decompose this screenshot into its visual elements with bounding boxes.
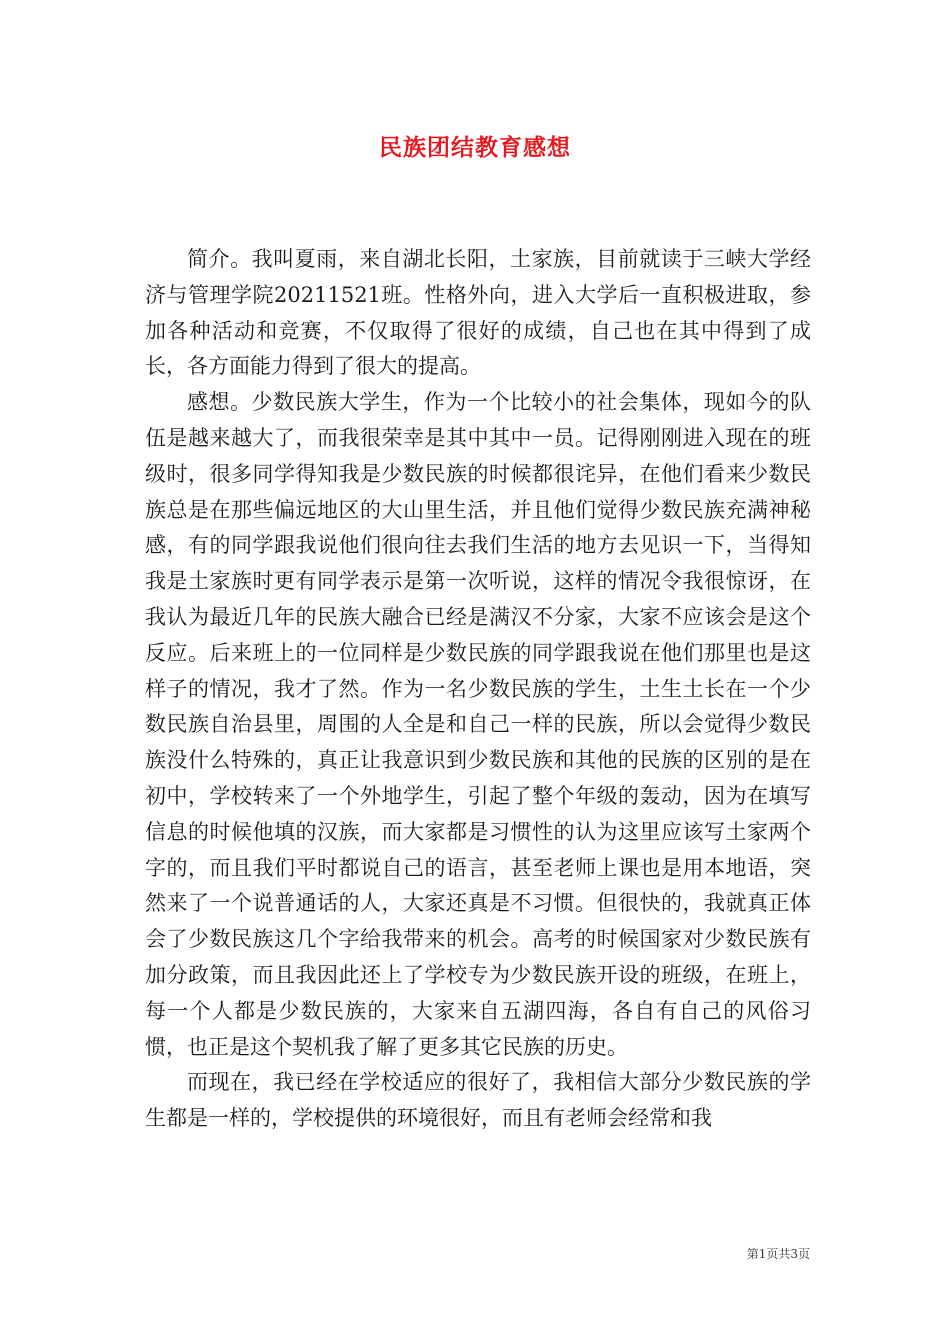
paragraph-introduction: 简介。我叫夏雨，来自湖北长阳，土家族，目前就读于三峡大学经济与管理学院20211521班。性格外向，进入大学后一直积极进取，参加各种活动和竞赛，不仅取得了很好的成绩，自己也在其中得到了成长，各方面能力得到了很大的提高。 bbox=[145, 247, 811, 379]
document-body bbox=[145, 242, 811, 1137]
paragraph-present: 而现在，我已经在学校适应的很好了，我相信大部分少数民族的学生都是一样的，学校提供的环境很好，而且有老师会经常和我 bbox=[145, 1070, 811, 1131]
paragraph-reflection: 感想。少数民族大学生，作为一个比较小的社会集体，现如今的队伍是越来越大了，而我很荣幸是其中其中一员。记得刚刚进入现在的班级时，很多同学得知我是少数民族的时候都很诧异，在他们看来少数民族总是在那些偏远地区的大山里生活，并且他们觉得少数民族充满神秘感，有的同学跟我说他们很向往去我们生活的地方去见识一下，当得知我是土家族时更有同学表示是第一次听说，这样的情况令我很惊讶，在我认为最近几年的民族大融合已经是满汉不分家，大家不应该会是这个反应。后来班上的一位同样是少数民族的同学跟我说在他们那里也是这样子的情况，我才了然。作为一名少数民族的学生，土生土长在一个少数民族自治县里，周围的人全是和自己一样的民族，所以会觉得少数民族没什么特殊的，真正让我意识到少数民族和其他的民族的区别的是在初中，学校转来了一个外地学生，引起了整个年级的轰动，因为在填写信息的时候他填的汉族，而大家都是习惯性的认为这里应该写土家两个字的，而且我们平时都说自己的语言，甚至老师上课也是用本地语，突然来了一个说普通话的人，大家还真是不习惯。但很快的，我就真正体会了少数民族这几个字给我带来的机会。高考的时候国家对少数民族有加分政策，而且我因此还上了学校专为少数民族开设的班级，在班上，每一个人都是少数民族的，大家来自五湖四海，各自有自己的风俗习惯，也正是这个契机我了解了更多其它民族的历史。 bbox=[145, 390, 811, 1059]
page-title: 民族团结教育感想 bbox=[379, 134, 571, 161]
page-number: 第1页共3页 bbox=[746, 1247, 810, 1261]
